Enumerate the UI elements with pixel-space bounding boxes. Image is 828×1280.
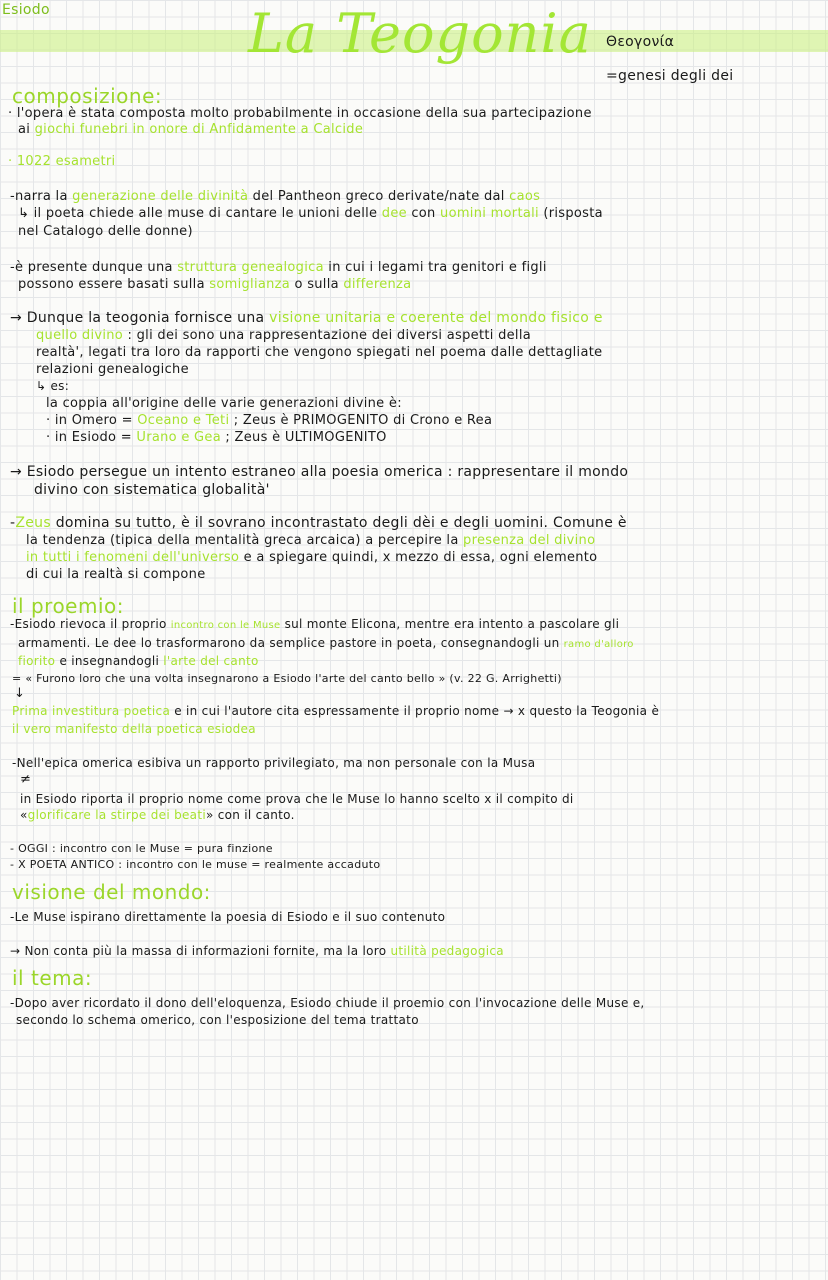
text-line: divino con sistematica globalità' bbox=[34, 482, 270, 498]
text-span: armamenti. Le dee lo trasformarono da semplice pastore in poeta, consegnandogli un bbox=[18, 636, 564, 650]
text-span: ↳ il poeta chiede alle muse di cantare le unioni delle bbox=[18, 206, 382, 221]
section-heading-proemio: il proemio: bbox=[12, 594, 125, 618]
text-span: -è presente dunque una bbox=[10, 260, 178, 275]
text-line bbox=[10, 515, 627, 531]
text-line bbox=[10, 944, 504, 958]
text-span: sul monte Elicona, mentre era intento a pascolare gli bbox=[280, 617, 620, 631]
text-span: ; Zeus è PRIMOGENITO di Crono e Rea bbox=[229, 413, 493, 428]
section-heading-tema: il tema: bbox=[12, 966, 93, 990]
text-span: » con il canto. bbox=[205, 808, 295, 822]
text-line bbox=[18, 277, 411, 292]
page-title: La Teogonia bbox=[248, 2, 592, 65]
text-line: - X POETA ANTICO : incontro con le muse = realmente accaduto bbox=[10, 858, 381, 871]
text-line: → Esiodo persegue un intento estraneo alla poesia omerica : rappresentare il mondo bbox=[10, 464, 629, 480]
highlight-span: ramo d'alloro bbox=[563, 639, 634, 650]
text-span: ai bbox=[18, 122, 35, 137]
text-line bbox=[18, 654, 259, 668]
text-line bbox=[18, 636, 634, 650]
text-span: o sulla bbox=[290, 277, 344, 292]
text-line: -Nell'epica omerica esibiva un rapporto privilegiato, ma non personale con la Musa bbox=[12, 756, 536, 770]
text-line: - OGGI : incontro con le Muse = pura finzione bbox=[10, 842, 273, 855]
corner-label: Esiodo bbox=[2, 2, 50, 18]
text-line bbox=[46, 430, 387, 445]
text-line: relazioni genealogiche bbox=[36, 362, 189, 377]
text-span: e insegnandogli bbox=[55, 654, 164, 668]
title-subtitle: =genesi degli dei bbox=[606, 68, 734, 84]
highlight-span: utilità pedagogica bbox=[390, 944, 504, 958]
text-span: « bbox=[20, 808, 28, 822]
text-line: la coppia all'origine delle varie generazioni divine è: bbox=[46, 396, 402, 411]
highlight-span: giochi funebri in onore di Anfidamente a Calcide bbox=[34, 122, 364, 137]
highlight-span: differenza bbox=[343, 277, 412, 292]
text-line bbox=[10, 617, 619, 631]
text-span: → Dunque la teogonia fornisce una bbox=[10, 310, 270, 326]
highlight-span: fiorito bbox=[18, 654, 56, 668]
text-line bbox=[18, 122, 363, 137]
text-line: ↳ es: bbox=[36, 379, 70, 393]
text-span: (risposta bbox=[538, 206, 603, 221]
section-heading-visione: visione del mondo: bbox=[12, 880, 211, 904]
text-line: -Le Muse ispirano direttamente la poesia di Esiodo e il suo contenuto bbox=[10, 910, 446, 924]
text-line bbox=[20, 808, 295, 822]
highlight-span: dee bbox=[381, 206, 407, 221]
highlight-span: incontro con le Muse bbox=[170, 620, 281, 631]
highlight-span: il vero manifesto della poetica esiodea bbox=[12, 722, 256, 736]
text-span: ; Zeus è ULTIMOGENITO bbox=[221, 430, 387, 445]
highlight-span: caos bbox=[509, 189, 541, 204]
highlight-span: · 1022 esametri bbox=[8, 154, 116, 169]
text-span: -Esiodo rievoca il proprio bbox=[10, 617, 171, 631]
greek-title: Θεογονία bbox=[606, 34, 675, 50]
highlight-span: uomini mortali bbox=[440, 206, 539, 221]
highlight-span: generazione delle divinità bbox=[72, 189, 249, 204]
text-line: · l'opera è stata composta molto probabilmente in occasione della sua partecipazione bbox=[8, 106, 592, 121]
text-line bbox=[10, 189, 540, 204]
highlight-span: in tutti i fenomeni dell'universo bbox=[26, 550, 240, 565]
text-span: possono essere basati sulla bbox=[18, 277, 210, 292]
text-line: secondo lo schema omerico, con l'esposizione del tema trattato bbox=[16, 1013, 419, 1027]
text-line bbox=[8, 154, 115, 169]
highlight-span: quello divino bbox=[36, 328, 124, 343]
text-line bbox=[26, 550, 597, 565]
text-line bbox=[18, 206, 603, 221]
highlight-span: Prima investitura poetica bbox=[12, 704, 171, 718]
text-span: la tendenza (tipica della mentalità greca arcaica) a percepire la bbox=[26, 533, 464, 548]
highlight-span: visione unitaria e coerente del mondo fisico e bbox=[269, 310, 603, 326]
text-line bbox=[26, 533, 595, 548]
highlight-span: somiglianza bbox=[209, 277, 291, 292]
text-span: - bbox=[10, 515, 16, 531]
text-line bbox=[10, 260, 547, 275]
text-line: in Esiodo riporta il proprio nome come prova che le Muse lo hanno scelto x il compito di bbox=[20, 792, 574, 806]
text-span: → Non conta più la massa di informazioni fornite, ma la loro bbox=[10, 944, 391, 958]
highlight-span: l'arte del canto bbox=[163, 654, 259, 668]
highlight-span: struttura genealogica bbox=[177, 260, 324, 275]
text-span: e in cui l'autore cita espressamente il proprio nome → x questo la Teogonia è bbox=[170, 704, 660, 718]
text-span: : gli dei sono una rappresentazione dei diversi aspetti della bbox=[123, 328, 532, 343]
text-line: nel Catalogo delle donne) bbox=[18, 224, 193, 239]
text-span: domina su tutto, è il sovrano incontrastato degli dèi e degli uomini. Comune è bbox=[50, 515, 627, 531]
quote-line: = « Furono loro che una volta insegnarono a Esiodo l'arte del canto bello » (v. 22 G. Arrighetti) bbox=[12, 672, 562, 685]
highlight-span: glorificare la stirpe dei beati bbox=[27, 808, 206, 822]
highlight-span: Oceano e Teti bbox=[137, 413, 230, 428]
text-span: · in Omero = bbox=[46, 413, 138, 428]
not-equal-icon: ≠ bbox=[20, 772, 32, 787]
text-line: realtà', legati tra loro da rapporti che vengono spiegati nel poema dalle dettagliate bbox=[36, 345, 603, 360]
highlight-span: Urano e Gea bbox=[136, 430, 221, 445]
text-line bbox=[12, 722, 256, 736]
highlight-span: presenza del divino bbox=[463, 533, 596, 548]
text-span: in cui i legami tra genitori e figli bbox=[323, 260, 547, 275]
section-heading-composizione: composizione: bbox=[12, 84, 163, 108]
text-span: · in Esiodo = bbox=[46, 430, 137, 445]
text-span: e a spiegare quindi, x mezzo di essa, ogni elemento bbox=[239, 550, 598, 565]
text-line bbox=[12, 704, 659, 718]
arrow-down-icon: ↓ bbox=[14, 686, 26, 701]
text-line bbox=[46, 413, 492, 428]
highlight-span: Zeus bbox=[15, 515, 51, 531]
text-line: di cui la realtà si compone bbox=[26, 567, 206, 582]
text-line: -Dopo aver ricordato il dono dell'eloquenza, Esiodo chiude il proemio con l'invocazione delle Muse e, bbox=[10, 996, 645, 1010]
text-line bbox=[36, 328, 531, 343]
text-span: con bbox=[406, 206, 441, 221]
text-span: -narra la bbox=[10, 189, 73, 204]
text-line bbox=[10, 310, 603, 326]
text-span: del Pantheon greco derivate/nate dal bbox=[248, 189, 510, 204]
